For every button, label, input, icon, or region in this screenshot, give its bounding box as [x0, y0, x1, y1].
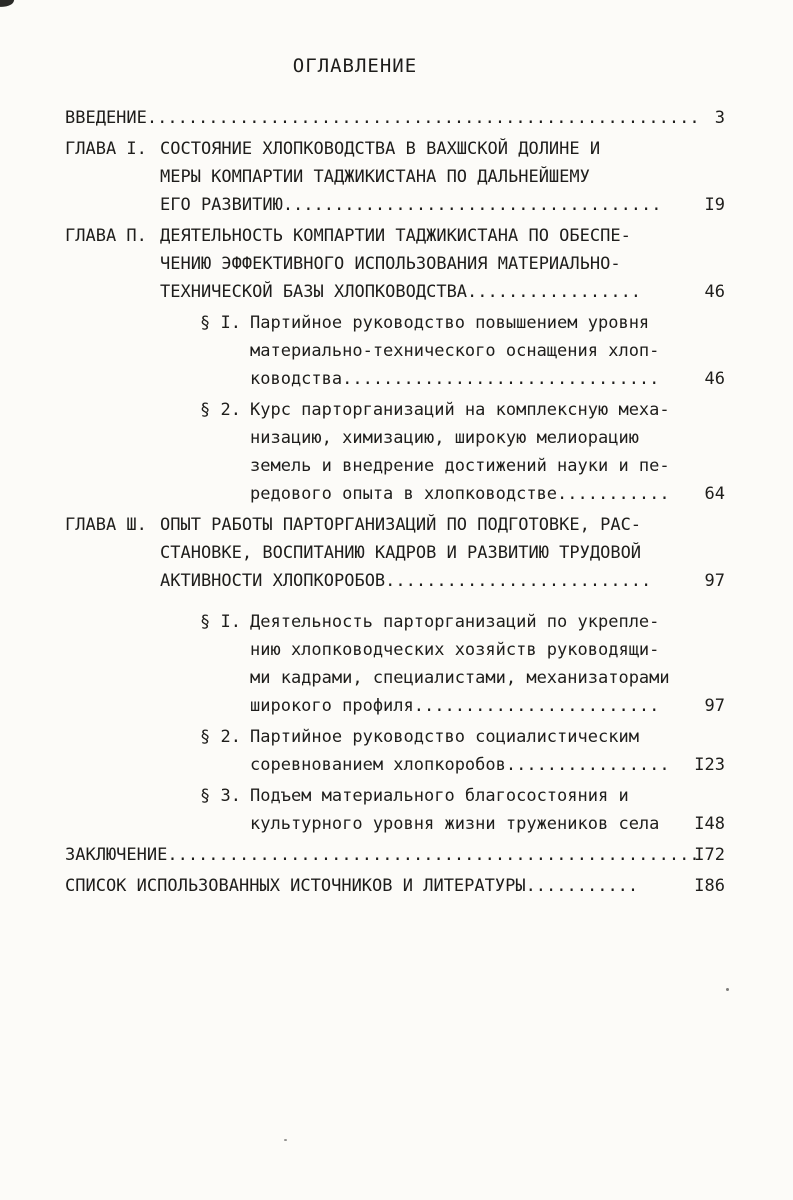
toc-entry-line: материально-технического оснащения хлоп-	[250, 341, 660, 361]
toc-entry-line: земель и внедрение достижений науки и пе-	[250, 456, 670, 476]
toc-entry-page-number: 3	[714, 108, 725, 128]
toc-entry-text	[65, 135, 667, 219]
toc-entry-label: § I.	[200, 612, 241, 632]
toc-entry-page-number: 97	[704, 696, 725, 716]
toc-entry-line: МЕРЫ КОМПАРТИИ ТАДЖИКИСТАНА ПО ДАЛЬНЕЙШЕМУ	[160, 167, 590, 187]
page-title: ОГЛАВЛЕНИЕ	[292, 55, 418, 77]
toc-entry-lines	[160, 135, 662, 219]
toc-entry-label: § 2.	[200, 400, 241, 420]
toc-entry-text	[200, 723, 670, 779]
toc-entry	[65, 309, 725, 393]
scan-artifact-speck	[284, 1139, 287, 1141]
toc-entry	[65, 222, 725, 306]
toc-entry-text	[200, 309, 667, 393]
toc-entry-lines	[250, 782, 659, 838]
toc-entry-page-number: I86	[694, 876, 725, 896]
toc-entry-line: Подъем материального благосостояния и	[250, 786, 629, 806]
toc-entry-line: Деятельность парторганизаций по укрепле-	[250, 612, 660, 632]
toc-entry-line: низацию, химизацию, широкую мелиорацию	[250, 428, 639, 448]
toc-entry-text	[200, 782, 667, 838]
toc-entry-page-number: 64	[704, 484, 725, 504]
toc-entry-line: ЕГО РАЗВИТИЮ.....................................	[160, 195, 662, 215]
toc-list	[65, 104, 725, 900]
toc-entry	[65, 608, 725, 720]
toc-entry-line: ЗАКЛЮЧЕНИЕ....................................................	[65, 845, 700, 865]
toc-entry-line: широкого профиля........................	[250, 696, 660, 716]
toc-entry-text	[65, 511, 667, 595]
toc-entry-lines	[65, 104, 700, 132]
toc-entry-text	[65, 222, 667, 306]
toc-entry-page-number: I72	[694, 845, 725, 865]
toc-entry-line: СТАНОВКЕ, ВОСПИТАНИЮ КАДРОВ И РАЗВИТИЮ ТРУДОВОЙ	[160, 543, 642, 563]
toc-entry-line: Партийное руководство социалистическим	[250, 727, 639, 747]
toc-entry-line: СПИСОК ИСПОЛЬЗОВАННЫХ ИСТОЧНИКОВ И ЛИТЕРАТУРЫ...........	[65, 876, 639, 896]
toc-entry-text	[65, 872, 667, 900]
toc-entry-text	[200, 396, 670, 508]
toc-entry-lines	[250, 608, 670, 720]
toc-entry-lines	[250, 396, 670, 508]
toc-entry-lines	[65, 872, 638, 900]
toc-entry	[65, 872, 725, 900]
toc-entry-lines	[250, 309, 659, 393]
toc-entry	[65, 782, 725, 838]
toc-entry	[65, 511, 725, 595]
toc-entry-page-number: 97	[704, 571, 725, 591]
toc-entry-line: ВВЕДЕНИЕ......................................................	[65, 108, 700, 128]
toc-entry-lines	[160, 511, 651, 595]
toc-entry-line: соревнованием хлопкоробов................	[250, 755, 670, 775]
toc-entry-label: § 2.	[200, 727, 241, 747]
toc-entry-text	[65, 841, 700, 869]
toc-entry	[65, 841, 725, 869]
toc-entry-line: Партийное руководство повышением уровня	[250, 313, 650, 333]
toc-entry-page-number: 46	[704, 282, 725, 302]
toc-entry-page-number: I9	[704, 195, 725, 215]
toc-entry-lines	[65, 841, 700, 869]
toc-entry-line: культурного уровня жизни тружеников села	[250, 814, 660, 834]
toc-entry-text	[65, 104, 700, 132]
toc-entry-line: редового опыта в хлопководстве...........	[250, 484, 670, 504]
toc-entry-page-number: I48	[694, 814, 725, 834]
toc-entry-line: ководства...............................	[250, 369, 660, 389]
toc-entry-line: АКТИВНОСТИ ХЛОПКОРОБОВ..........................	[160, 571, 652, 591]
toc-entry-line: ЧЕНИЮ ЭФФЕКТИВНОГО ИСПОЛЬЗОВАНИЯ МАТЕРИАЛЬНО-	[160, 254, 621, 274]
toc-entry-line: нию хлопководческих хозяйств руководящи-	[250, 640, 660, 660]
toc-entry-line: ми кадрами, специалистами, механизаторами	[250, 668, 670, 688]
toc-entry-line: СОСТОЯНИЕ ХЛОПКОВОДСТВА В ВАХШСКОЙ ДОЛИНЕ И	[160, 139, 601, 159]
toc-entry-lines	[250, 723, 670, 779]
toc-entry	[65, 723, 725, 779]
toc-entry-label: § I.	[200, 313, 241, 333]
toc-entry-line: ДЕЯТЕЛЬНОСТЬ КОМПАРТИИ ТАДЖИКИСТАНА ПО ОБЕСПЕ-	[160, 226, 631, 246]
toc-entry	[65, 396, 725, 508]
toc-entry-line: ОПЫТ РАБОТЫ ПАРТОРГАНИЗАЦИЙ ПО ПОДГОТОВКЕ, РАС-	[160, 515, 642, 535]
toc-entry	[65, 104, 725, 132]
toc-entry	[65, 135, 725, 219]
toc-entry-label: ГЛАВА Ш.	[65, 515, 147, 535]
toc-entry-lines	[160, 222, 641, 306]
toc-entry-label: ГЛАВА I.	[65, 139, 147, 159]
toc-entry-page-number: 46	[704, 369, 725, 389]
toc-entry-label: ГЛАВА П.	[65, 226, 147, 246]
toc-entry-page-number: I23	[694, 755, 725, 775]
toc-entry-label: § 3.	[200, 786, 241, 806]
toc-entry-line: ТЕХНИЧЕСКОЙ БАЗЫ ХЛОПКОВОДСТВА.................	[160, 282, 642, 302]
scan-artifact-corner	[0, 0, 15, 9]
toc-entry-line: Курс парторганизаций на комплексную меха-	[250, 400, 670, 420]
scan-artifact-speck	[726, 988, 729, 991]
toc-entry-text	[200, 608, 670, 720]
